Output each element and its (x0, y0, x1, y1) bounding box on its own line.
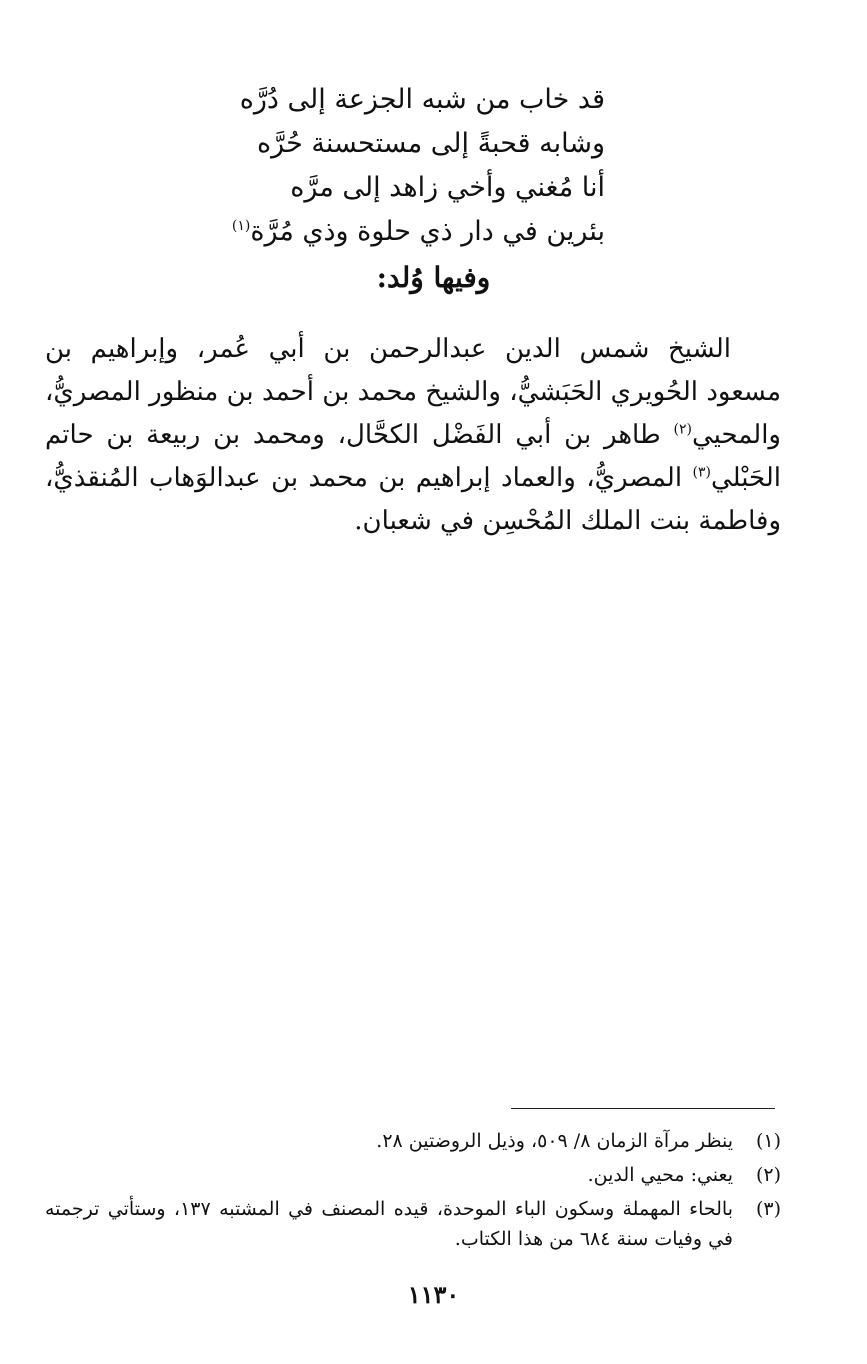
footnotes (45, 1126, 781, 1258)
body-paragraph (45, 328, 781, 543)
footnote-item (45, 1160, 781, 1190)
footnote-ref-3: (٣) (692, 464, 711, 481)
footnote-ref-2: (٢) (673, 421, 692, 438)
body-text-part3: المصريُّ، والعماد إبراهيم بن محمد بن عبدالوَهاب المُنقذيُّ، وفاطمة بنت الملك المُحْسِن في شعبان. (45, 463, 781, 536)
page-number: ١١٣٠ (407, 1280, 460, 1309)
footnote-ref-1: (١) (231, 218, 251, 234)
footnote-separator (511, 1108, 775, 1109)
poem-line-text: بئرين في دار ذي حلوة وذي مُرَّة (250, 216, 605, 247)
footnote-number: (١) (755, 1130, 781, 1152)
body-text-part2: طاهر بن أبي الفَضْل الكحَّال، ومحمد بن ربيعة بن حاتم الحَبْلي (45, 420, 781, 493)
footnote-text: بالحاء المهملة وسكون الباء الموحدة، قيده المصنف في المشتبه ١٣٧، وستأتي ترجمته في وفيات سنة ٦٨٤ من هذا الكتاب. (45, 1198, 733, 1250)
footnote-item (45, 1194, 781, 1254)
poem-line: قد خاب من شبه الجزعة إلى دُرَّه (239, 84, 605, 115)
footnote-text: يعني: محيي الدين. (587, 1164, 733, 1186)
poem-line-with-note (231, 210, 605, 254)
section-heading: وفيها وُلد: (376, 261, 491, 294)
footnote-text: ينظر مرآة الزمان ٨/ ٥٠٩، وذيل الروضتين ٢٨. (376, 1130, 733, 1152)
footnote-number: (٢) (755, 1164, 781, 1186)
poem-line: أنا مُغني وأخي زاهد إلى مرَّه (290, 172, 605, 203)
footnote-item (45, 1126, 781, 1156)
poem-block (231, 78, 605, 254)
poem-line: وشابه قحبةً إلى مستحسنة حُرَّه (257, 128, 605, 159)
footnote-number: (٣) (755, 1198, 781, 1220)
body-text-part1: الشيخ شمس الدين عبدالرحمن بن أبي عُمر، وإبراهيم بن مسعود الحُويري الحَبَشيُّ، والشيخ محمد بن أحمد بن منظور المصريُّ، والمحيي (45, 334, 781, 450)
